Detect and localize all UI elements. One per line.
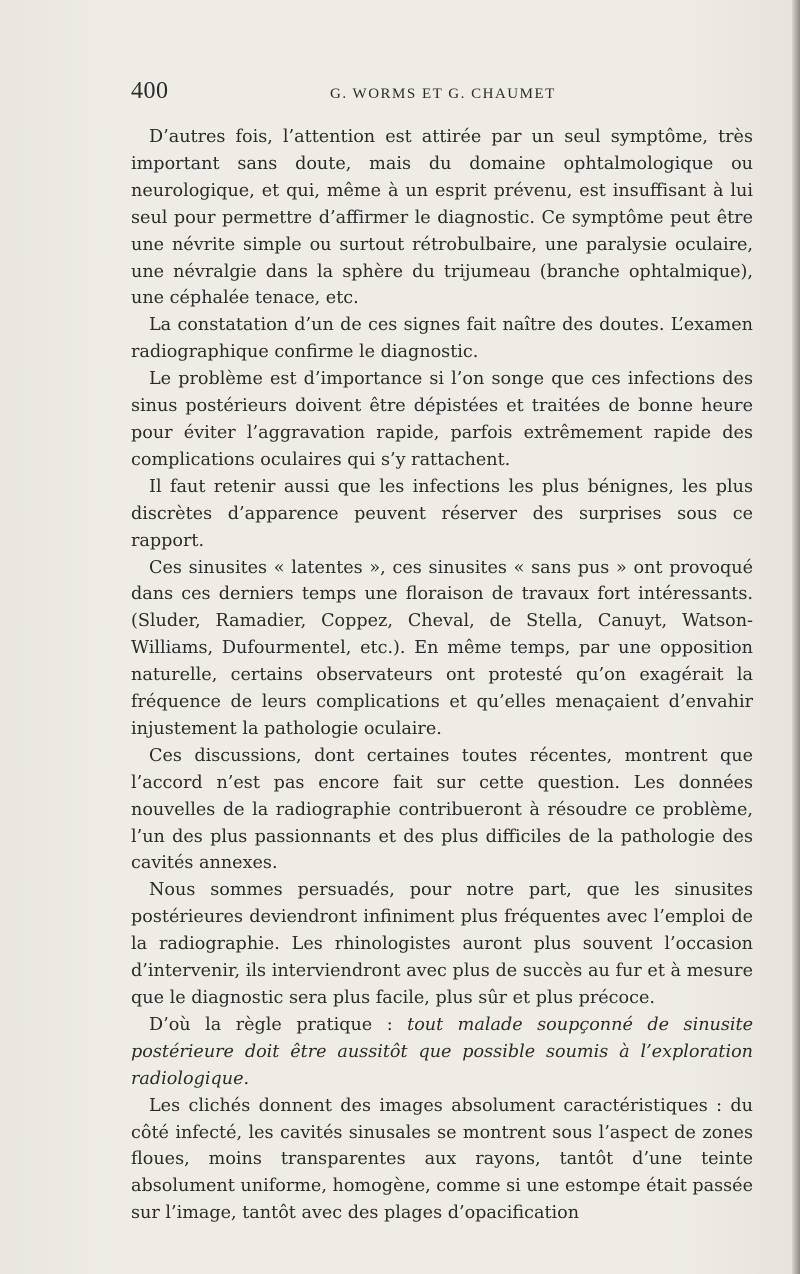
paragraph-6: Ces discussions, dont certaines toutes récentes, montrent que l’accord n’est pas encore fait sur cette question. Les données nouvelles de la radiographie contribueront à résoudre ce problème, l’un des plus passionnants et des plus difficiles de la pathologie des cavités annexes. xyxy=(131,745,753,874)
page-number: 400 xyxy=(131,78,169,104)
paragraph-9: Les clichés donnent des images absolument caractéristiques : du côté infecté, les cavités sinusales se montrent sous l’aspect de zones floues, moins transparentes aux rayons, tantôt d’une teinte absolument uniforme, homogène, comme si une estompe était passée sur l’image, tantôt avec des plages d’opacification xyxy=(131,1095,753,1224)
paragraph-2: La constatation d’un de ces signes fait naître des doutes. L’examen radiographique confirme le diagnostic. xyxy=(131,315,753,363)
running-title: G. WORMS ET G. CHAUMET xyxy=(330,86,556,102)
rule-italic-text: tout malade soupçonné de sinusite postérieure doit être aussitôt que possible soumis à l’exploration radiologique. xyxy=(131,1014,753,1089)
paragraph-4: Il faut retenir aussi que les infections les plus bénignes, les plus discrètes d’apparence peuvent réserver des surprises sous ce rapport. xyxy=(131,476,753,551)
running-head xyxy=(131,78,751,108)
page-edge-shadow xyxy=(792,0,800,1274)
paragraph-3: Le problème est d’importance si l’on songe que ces infections des sinus postérieurs doivent être dépistées et traitées de bonne heure pour éviter l’aggravation rapide, parfois extrêmement rapide des complications oculaires qui s’y rattachent. xyxy=(131,369,753,470)
body-text xyxy=(131,124,753,1227)
paragraph-8-rule xyxy=(131,1012,753,1093)
rule-lead: D’où la règle pratique : xyxy=(149,1014,408,1035)
paragraph-5: Ces sinusites « latentes », ces sinusites « sans pus » ont provoqué dans ces derniers temps une floraison de travaux fort intéressants. (Sluder, Ramadier, Coppez, Cheval, de Stella, Canuyt, Watson-Williams, Dufourmentel, etc.). En même temps, par une opposition naturelle, certains observateurs ont protesté qu’on exagérait la fréquence de leurs complications et qu’elles menaçaient d’envahir injustement la pathologie oculaire. xyxy=(131,557,753,739)
paragraph-1: D’autres fois, l’attention est attirée par un seul symptôme, très important sans doute, mais du domaine ophtalmologique ou neurologique, et qui, même à un esprit prévenu, est insuffisant à lui seul pour permettre d’affirmer le diagnostic. Ce symptôme peut être une névrite simple ou surtout rétrobulbaire, une paralysie oculaire, une névralgie dans la sphère du trijumeau (branche ophtalmique), une céphalée tenace, etc. xyxy=(131,127,753,309)
paragraph-7: Nous sommes persuadés, pour notre part, que les sinusites postérieures deviendront infiniment plus fréquentes avec l’emploi de la radiographie. Les rhinologistes auront plus souvent l’occasion d’intervenir, ils interviendront avec plus de succès au fur et à mesure que le diagnostic sera plus facile, plus sûr et plus précoce. xyxy=(131,880,753,1008)
